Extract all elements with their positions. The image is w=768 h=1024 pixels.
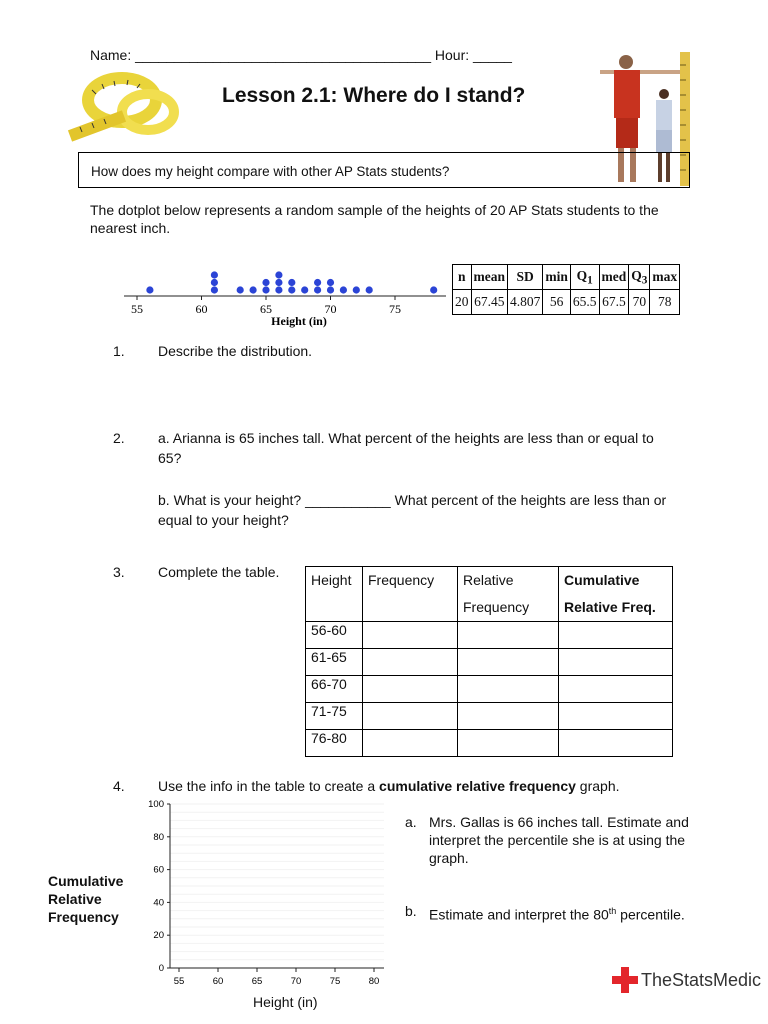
graph-ytick-label: 100 xyxy=(148,799,164,810)
dotplot-tick-label: 55 xyxy=(131,302,143,316)
dotplot-point xyxy=(314,286,321,293)
dotplot-tick-label: 75 xyxy=(389,302,401,316)
dotplot-tick-label: 60 xyxy=(195,302,208,316)
dotplot-point xyxy=(288,279,295,286)
stats-header: mean xyxy=(471,265,508,290)
graph-ylabel-line: Cumulative xyxy=(48,873,124,889)
intro-paragraph: The dotplot below represents a random sample of the heights of 20 AP Stats students to the nearest inch. xyxy=(90,202,659,236)
dotplot-point xyxy=(314,279,321,286)
q2b-text: b. What is your height? ___________ What percent of the heights are less than or equal to your height? xyxy=(158,492,667,528)
height-interval: 76-80 xyxy=(306,730,363,757)
summary-stats-table xyxy=(452,264,680,315)
q4-number: 4. xyxy=(113,778,125,794)
stats-header: SD xyxy=(508,265,543,290)
hour-label: Hour: xyxy=(434,47,470,63)
dotplot-point xyxy=(275,279,282,286)
stats-header: $Q_1$ xyxy=(570,265,599,290)
dotplot-point xyxy=(288,286,295,293)
height-interval: 61-65 xyxy=(306,649,363,676)
dotplot-point xyxy=(146,286,153,293)
relative-frequency-cell[interactable] xyxy=(458,703,559,730)
graph-ylabel-line: Relative xyxy=(48,891,102,907)
dotplot-point xyxy=(275,271,282,278)
name-label: Name: xyxy=(90,47,132,63)
graph-xtick-label: 65 xyxy=(251,976,263,987)
graph-ylabel xyxy=(48,872,123,926)
frequency-cell[interactable] xyxy=(363,649,458,676)
dotplot-xlabel: Height (in) xyxy=(271,314,327,328)
header-frequency: Frequency xyxy=(363,567,458,622)
q2-number: 2. xyxy=(113,430,125,446)
q3-number: 3. xyxy=(113,564,125,580)
frequency-cell[interactable] xyxy=(363,703,458,730)
graph-ytick-label: 40 xyxy=(153,897,164,909)
stats-header-subscript: 3 xyxy=(641,274,648,287)
stats-value: 4.807 xyxy=(508,290,543,315)
page-title: Lesson 2.1: Where do I stand? xyxy=(222,84,526,107)
q1-text: Describe the distribution. xyxy=(158,343,313,359)
q4-text-pre: Use the info in the table to create a xyxy=(158,778,380,794)
cumulative-cell[interactable] xyxy=(559,730,673,757)
dotplot-point xyxy=(211,271,218,278)
frequency-cell[interactable] xyxy=(363,622,458,649)
dotplot-point xyxy=(275,286,282,293)
frequency-cell[interactable] xyxy=(363,676,458,703)
dotplot-point xyxy=(262,286,269,293)
dotplot-point xyxy=(327,286,334,293)
q4-text-post: graph. xyxy=(575,778,620,794)
dotplot-point xyxy=(366,286,373,293)
q4-text xyxy=(158,776,620,796)
table-row xyxy=(306,649,673,676)
question-box xyxy=(78,152,690,188)
table-row xyxy=(306,730,673,757)
q4-text-bold: cumulative relative frequency xyxy=(379,778,576,794)
frequency-table-header xyxy=(306,567,673,622)
stats-header: min xyxy=(543,265,571,290)
subquestion-b-letter: b. xyxy=(405,903,417,919)
graph-xtick-label: 60 xyxy=(212,976,224,987)
cumulative-cell[interactable] xyxy=(559,649,673,676)
subquestion-b-text xyxy=(429,902,699,924)
subquestion-a-text: Mrs. Gallas is 66 inches tall. Estimate and interpret the percentile she is at using the graph. xyxy=(429,814,689,866)
dotplot-point xyxy=(301,286,308,293)
header-height: Height xyxy=(306,567,363,622)
graph-xtick-label: 55 xyxy=(173,976,185,987)
graph-xlabel: Height (in) xyxy=(253,994,318,1010)
dotplot-point xyxy=(250,286,257,293)
relative-frequency-cell[interactable] xyxy=(458,649,559,676)
dotplot-tick-label: 70 xyxy=(324,302,337,316)
dotplot-point xyxy=(237,286,244,293)
cumulative-cell[interactable] xyxy=(559,703,673,730)
graph-xtick-label: 70 xyxy=(290,976,302,987)
hour-blank[interactable]: _____ xyxy=(473,47,512,63)
dotplot-point xyxy=(430,286,437,293)
graph-ytick-label: 20 xyxy=(153,930,164,942)
stats-value: 65.5 xyxy=(570,290,599,315)
subquestion-b-text-main: Estimate and interpret the 80 xyxy=(429,906,609,923)
dotplot-point xyxy=(353,286,360,293)
stats-value: 70 xyxy=(629,290,650,315)
graph-ytick-label: 0 xyxy=(158,963,164,974)
red-cross-icon xyxy=(612,966,638,994)
cumulative-cell[interactable] xyxy=(559,622,673,649)
graph-ytick-label: 60 xyxy=(153,864,164,876)
dotplot-point xyxy=(327,279,334,286)
height-interval: 56-60 xyxy=(306,622,363,649)
graph-xtick-label: 80 xyxy=(368,976,380,987)
header-cumulative-relative-freq: Cumulative Relative Freq. xyxy=(559,567,673,622)
tape-measure-image xyxy=(62,70,192,150)
blank-graph[interactable] xyxy=(140,798,390,988)
graph-ylabel-line: Frequency xyxy=(48,909,119,925)
table-row xyxy=(306,622,673,649)
table-row xyxy=(306,703,673,730)
dotplot-point xyxy=(211,286,218,293)
graph-ytick-label: 80 xyxy=(153,831,164,843)
question-text: How does my height compare with other AP Stats students? xyxy=(91,164,450,179)
stats-value: 67.45 xyxy=(471,290,508,315)
stats-value: 78 xyxy=(650,290,680,315)
table-row xyxy=(306,676,673,703)
q1-number: 1. xyxy=(113,343,125,359)
stats-header: med xyxy=(599,265,629,290)
height-interval: 66-70 xyxy=(306,676,363,703)
graph-xtick-label: 75 xyxy=(329,976,341,987)
stats-value: 56 xyxy=(543,290,571,315)
frequency-cell[interactable] xyxy=(363,730,458,757)
relative-frequency-cell[interactable] xyxy=(458,622,559,649)
dotplot-tick-label: 65 xyxy=(260,302,272,316)
stats-medic-logo xyxy=(612,966,761,994)
stats-header: max xyxy=(650,265,680,290)
relative-frequency-cell[interactable] xyxy=(458,730,559,757)
header-relative-frequency: Relative Frequency xyxy=(458,567,559,622)
subquestion-a-letter: a. xyxy=(405,814,417,830)
frequency-table xyxy=(305,566,673,757)
dotplot-point xyxy=(340,286,347,293)
stats-value: 20 xyxy=(453,290,472,315)
dotplot-point xyxy=(262,279,269,286)
subquestion-b-sup: th xyxy=(608,906,617,916)
subquestion-b-text-end: percentile. xyxy=(616,906,685,923)
stats-header: n xyxy=(453,265,472,290)
q2a-text: a. Arianna is 65 inches tall. What percent of the heights are less than or equal to 65? xyxy=(158,430,654,466)
relative-frequency-cell[interactable] xyxy=(458,676,559,703)
q3-text: Complete the table. xyxy=(158,564,280,580)
stats-value: 67.5 xyxy=(599,290,629,315)
dotplot-point xyxy=(211,279,218,286)
name-hour-line xyxy=(90,47,512,63)
height-interval: 71-75 xyxy=(306,703,363,730)
stats-header-subscript: 1 xyxy=(587,274,593,287)
name-blank[interactable]: ______________________________________ xyxy=(135,47,431,63)
logo-text: TheStatsMedic xyxy=(641,969,762,990)
stats-header: $Q_3$ xyxy=(629,265,650,290)
dotplot xyxy=(120,262,450,332)
cumulative-cell[interactable] xyxy=(559,676,673,703)
